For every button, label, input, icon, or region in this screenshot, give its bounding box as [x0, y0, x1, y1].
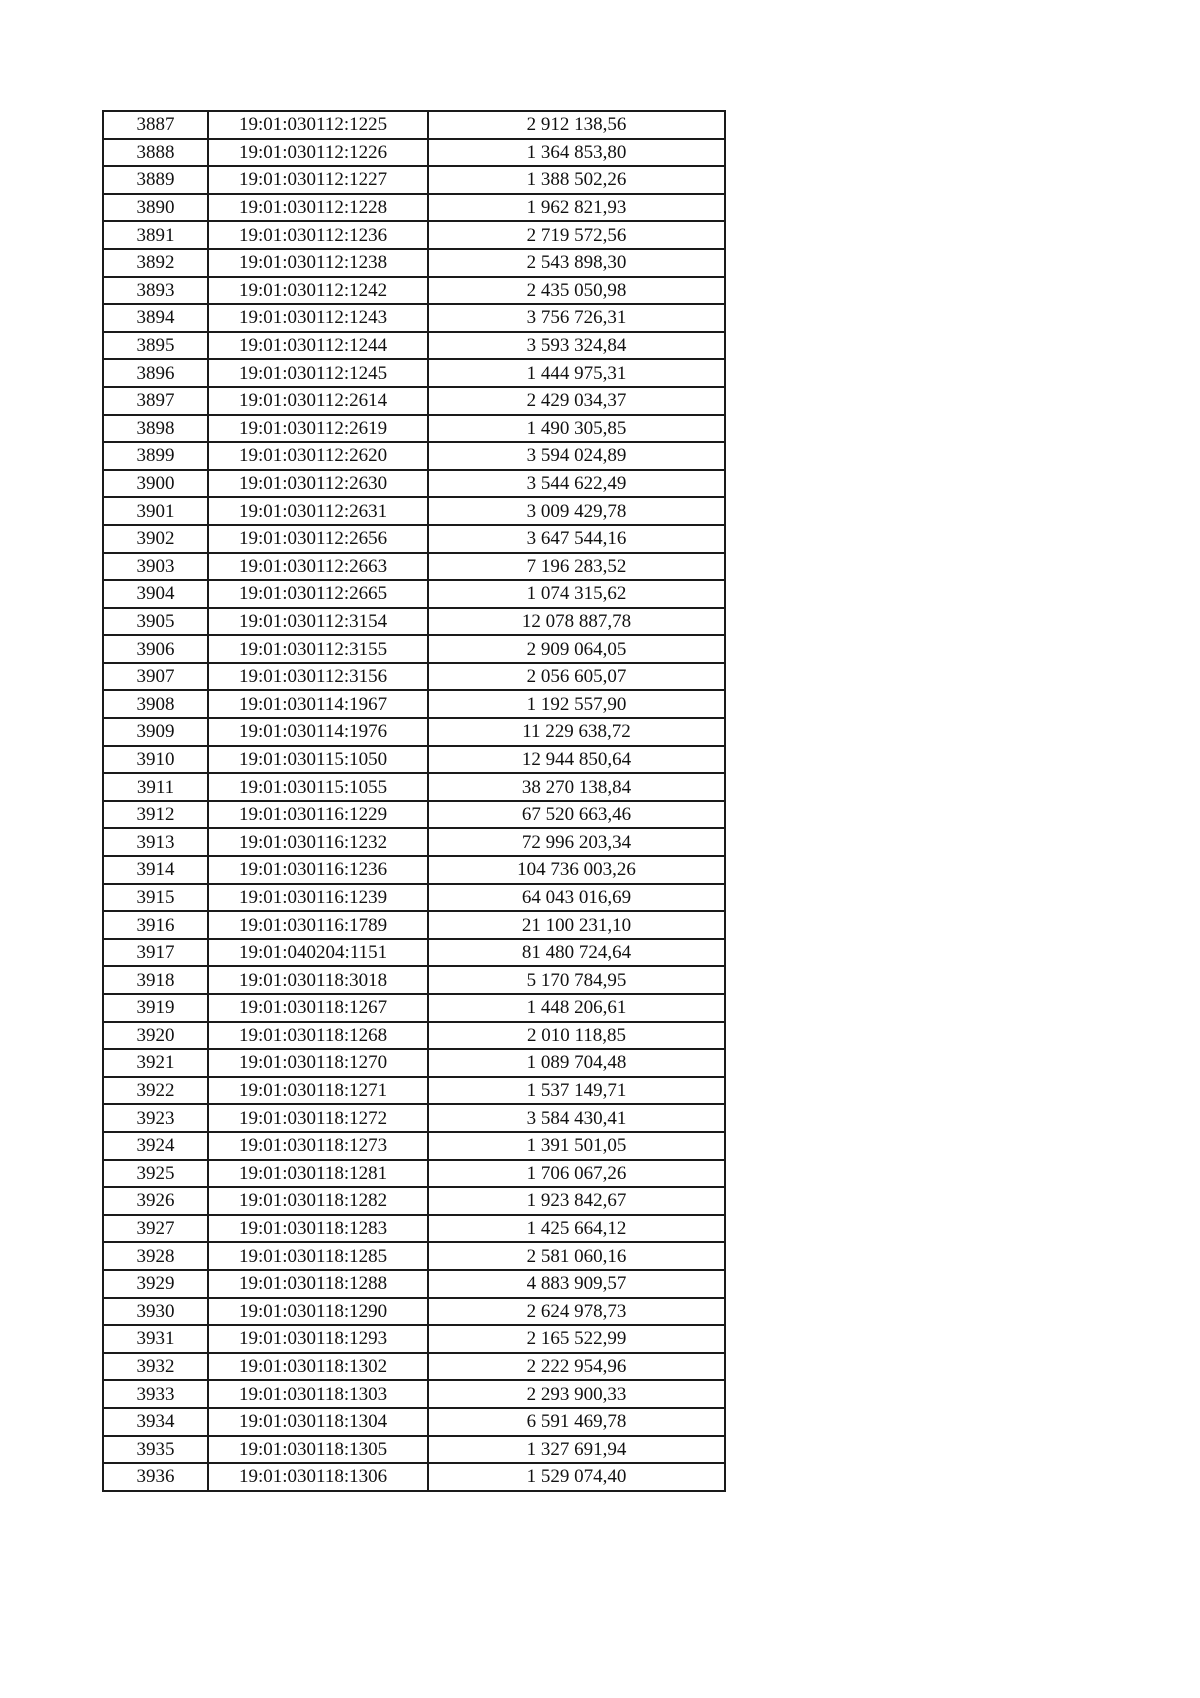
- cadastral-number-cell: 19:01:030118:1267: [208, 994, 428, 1022]
- cadastral-number-cell: 19:01:030115:1055: [208, 773, 428, 801]
- cadastral-number-cell: 19:01:030118:1288: [208, 1270, 428, 1298]
- cadastral-number-cell: 19:01:040204:1151: [208, 939, 428, 967]
- value-cell: 5 170 784,95: [428, 966, 725, 994]
- table-row: [103, 884, 725, 912]
- value-cell: 1 537 149,71: [428, 1077, 725, 1105]
- cadastral-number-cell: 19:01:030116:1239: [208, 884, 428, 912]
- table-row: [103, 911, 725, 939]
- value-cell: 1 448 206,61: [428, 994, 725, 1022]
- table-row: [103, 497, 725, 525]
- row-number-cell: 3905: [103, 608, 208, 636]
- cadastral-number-cell: 19:01:030118:1293: [208, 1325, 428, 1353]
- value-cell: 2 435 050,98: [428, 277, 725, 305]
- table-row: [103, 1298, 725, 1326]
- row-number-cell: 3934: [103, 1408, 208, 1436]
- row-number-cell: 3920: [103, 1022, 208, 1050]
- row-number-cell: 3935: [103, 1436, 208, 1464]
- cadastral-number-cell: 19:01:030112:3154: [208, 608, 428, 636]
- cadastral-number-cell: 19:01:030114:1967: [208, 690, 428, 718]
- table-row: [103, 966, 725, 994]
- row-number-cell: 3910: [103, 746, 208, 774]
- value-cell: 6 591 469,78: [428, 1408, 725, 1436]
- cadastral-number-cell: 19:01:030118:1285: [208, 1242, 428, 1270]
- row-number-cell: 3930: [103, 1298, 208, 1326]
- value-cell: 2 429 034,37: [428, 387, 725, 415]
- row-number-cell: 3925: [103, 1160, 208, 1188]
- cadastral-number-cell: 19:01:030112:2620: [208, 442, 428, 470]
- table-row: [103, 249, 725, 277]
- table-row: [103, 221, 725, 249]
- table-row: [103, 608, 725, 636]
- row-number-cell: 3924: [103, 1132, 208, 1160]
- row-number-cell: 3897: [103, 387, 208, 415]
- cadastral-number-cell: 19:01:030118:1270: [208, 1049, 428, 1077]
- row-number-cell: 3891: [103, 221, 208, 249]
- row-number-cell: 3929: [103, 1270, 208, 1298]
- value-cell: 21 100 231,10: [428, 911, 725, 939]
- value-cell: 2 909 064,05: [428, 635, 725, 663]
- table-row: [103, 1380, 725, 1408]
- row-number-cell: 3908: [103, 690, 208, 718]
- value-cell: 2 010 118,85: [428, 1022, 725, 1050]
- value-cell: 1 388 502,26: [428, 166, 725, 194]
- cadastral-number-cell: 19:01:030112:2630: [208, 470, 428, 498]
- cadastral-number-cell: 19:01:030118:1290: [208, 1298, 428, 1326]
- row-number-cell: 3918: [103, 966, 208, 994]
- row-number-cell: 3887: [103, 111, 208, 139]
- cadastral-number-cell: 19:01:030118:1283: [208, 1215, 428, 1243]
- row-number-cell: 3902: [103, 525, 208, 553]
- cadastral-number-cell: 19:01:030118:1272: [208, 1104, 428, 1132]
- table-row: [103, 718, 725, 746]
- cadastral-number-cell: 19:01:030116:1229: [208, 801, 428, 829]
- table-row: [103, 635, 725, 663]
- value-cell: 1 327 691,94: [428, 1436, 725, 1464]
- row-number-cell: 3936: [103, 1463, 208, 1491]
- value-cell: 1 962 821,93: [428, 194, 725, 222]
- value-cell: 12 944 850,64: [428, 746, 725, 774]
- value-cell: 2 543 898,30: [428, 249, 725, 277]
- row-number-cell: 3915: [103, 884, 208, 912]
- row-number-cell: 3913: [103, 828, 208, 856]
- row-number-cell: 3903: [103, 553, 208, 581]
- cadastral-number-cell: 19:01:030118:1282: [208, 1187, 428, 1215]
- value-cell: 67 520 663,46: [428, 801, 725, 829]
- row-number-cell: 3889: [103, 166, 208, 194]
- row-number-cell: 3909: [103, 718, 208, 746]
- row-number-cell: 3890: [103, 194, 208, 222]
- table-row: [103, 1022, 725, 1050]
- row-number-cell: 3904: [103, 580, 208, 608]
- value-cell: 1 391 501,05: [428, 1132, 725, 1160]
- table-row: [103, 1436, 725, 1464]
- cadastral-number-cell: 19:01:030116:1789: [208, 911, 428, 939]
- table-row: [103, 387, 725, 415]
- cadastral-number-cell: 19:01:030112:2619: [208, 415, 428, 443]
- row-number-cell: 3927: [103, 1215, 208, 1243]
- cadastral-number-cell: 19:01:030118:1302: [208, 1353, 428, 1381]
- row-number-cell: 3931: [103, 1325, 208, 1353]
- value-cell: 1 490 305,85: [428, 415, 725, 443]
- value-cell: 4 883 909,57: [428, 1270, 725, 1298]
- table-row: [103, 166, 725, 194]
- table-row: [103, 690, 725, 718]
- row-number-cell: 3894: [103, 304, 208, 332]
- row-number-cell: 3899: [103, 442, 208, 470]
- table-row: [103, 856, 725, 884]
- table-row: [103, 994, 725, 1022]
- value-cell: 2 222 954,96: [428, 1353, 725, 1381]
- value-cell: 1 074 315,62: [428, 580, 725, 608]
- table-row: [103, 663, 725, 691]
- table-row: [103, 746, 725, 774]
- cadastral-number-cell: 19:01:030112:2614: [208, 387, 428, 415]
- row-number-cell: 3919: [103, 994, 208, 1022]
- cadastral-number-cell: 19:01:030118:1304: [208, 1408, 428, 1436]
- cadastral-number-cell: 19:01:030112:1225: [208, 111, 428, 139]
- cadastral-number-cell: 19:01:030112:3155: [208, 635, 428, 663]
- table-row: [103, 470, 725, 498]
- value-cell: 72 996 203,34: [428, 828, 725, 856]
- cadastral-number-cell: 19:01:030118:3018: [208, 966, 428, 994]
- cadastral-number-cell: 19:01:030112:1226: [208, 139, 428, 167]
- table-row: [103, 359, 725, 387]
- value-cell: 1 444 975,31: [428, 359, 725, 387]
- row-number-cell: 3916: [103, 911, 208, 939]
- value-cell: 3 594 024,89: [428, 442, 725, 470]
- value-cell: 2 581 060,16: [428, 1242, 725, 1270]
- row-number-cell: 3923: [103, 1104, 208, 1132]
- table-row: [103, 415, 725, 443]
- table-row: [103, 828, 725, 856]
- value-cell: 2 293 900,33: [428, 1380, 725, 1408]
- value-cell: 2 165 522,99: [428, 1325, 725, 1353]
- cadastral-number-cell: 19:01:030118:1268: [208, 1022, 428, 1050]
- value-cell: 12 078 887,78: [428, 608, 725, 636]
- cadastral-number-cell: 19:01:030112:2665: [208, 580, 428, 608]
- cadastral-number-cell: 19:01:030112:1228: [208, 194, 428, 222]
- value-cell: 104 736 003,26: [428, 856, 725, 884]
- value-cell: 64 043 016,69: [428, 884, 725, 912]
- value-cell: 2 912 138,56: [428, 111, 725, 139]
- table-row: [103, 139, 725, 167]
- table-row: [103, 1049, 725, 1077]
- row-number-cell: 3896: [103, 359, 208, 387]
- table-row: [103, 1215, 725, 1243]
- row-number-cell: 3932: [103, 1353, 208, 1381]
- value-cell: 2 624 978,73: [428, 1298, 725, 1326]
- row-number-cell: 3898: [103, 415, 208, 443]
- value-cell: 3 756 726,31: [428, 304, 725, 332]
- value-cell: 1 425 664,12: [428, 1215, 725, 1243]
- cadastral-number-cell: 19:01:030118:1271: [208, 1077, 428, 1105]
- table-row: [103, 801, 725, 829]
- row-number-cell: 3895: [103, 332, 208, 360]
- table-row: [103, 1077, 725, 1105]
- row-number-cell: 3926: [103, 1187, 208, 1215]
- table-row: [103, 1325, 725, 1353]
- row-number-cell: 3933: [103, 1380, 208, 1408]
- table-row: [103, 939, 725, 967]
- table-row: [103, 277, 725, 305]
- table-row: [103, 553, 725, 581]
- table-row: [103, 1270, 725, 1298]
- cadastral-number-cell: 19:01:030118:1273: [208, 1132, 428, 1160]
- row-number-cell: 3914: [103, 856, 208, 884]
- table-row: [103, 111, 725, 139]
- value-cell: 1 089 704,48: [428, 1049, 725, 1077]
- row-number-cell: 3900: [103, 470, 208, 498]
- table-row: [103, 1104, 725, 1132]
- value-cell: 11 229 638,72: [428, 718, 725, 746]
- row-number-cell: 3888: [103, 139, 208, 167]
- value-cell: 81 480 724,64: [428, 939, 725, 967]
- cadastral-number-cell: 19:01:030112:2656: [208, 525, 428, 553]
- value-cell: 38 270 138,84: [428, 773, 725, 801]
- cadastral-number-cell: 19:01:030118:1281: [208, 1160, 428, 1188]
- row-number-cell: 3906: [103, 635, 208, 663]
- value-cell: 1 529 074,40: [428, 1463, 725, 1491]
- cadastral-number-cell: 19:01:030118:1303: [208, 1380, 428, 1408]
- cadastral-number-cell: 19:01:030115:1050: [208, 746, 428, 774]
- cadastral-number-cell: 19:01:030112:1245: [208, 359, 428, 387]
- value-cell: 1 923 842,67: [428, 1187, 725, 1215]
- table-body: [103, 111, 725, 1491]
- table-row: [103, 1160, 725, 1188]
- row-number-cell: 3907: [103, 663, 208, 691]
- row-number-cell: 3901: [103, 497, 208, 525]
- table-row: [103, 194, 725, 222]
- cadastral-number-cell: 19:01:030112:2663: [208, 553, 428, 581]
- table-row: [103, 304, 725, 332]
- cadastral-number-cell: 19:01:030112:1244: [208, 332, 428, 360]
- cadastral-number-cell: 19:01:030112:1243: [208, 304, 428, 332]
- cadastral-number-cell: 19:01:030116:1232: [208, 828, 428, 856]
- value-cell: 1 364 853,80: [428, 139, 725, 167]
- cadastral-number-cell: 19:01:030118:1306: [208, 1463, 428, 1491]
- table-row: [103, 442, 725, 470]
- row-number-cell: 3922: [103, 1077, 208, 1105]
- table-row: [103, 332, 725, 360]
- value-cell: 2 056 605,07: [428, 663, 725, 691]
- cadastral-number-cell: 19:01:030112:1238: [208, 249, 428, 277]
- table-row: [103, 1187, 725, 1215]
- row-number-cell: 3893: [103, 277, 208, 305]
- cadastral-number-cell: 19:01:030112:1236: [208, 221, 428, 249]
- cadastral-number-cell: 19:01:030114:1976: [208, 718, 428, 746]
- cadastral-number-cell: 19:01:030118:1305: [208, 1436, 428, 1464]
- table-row: [103, 1463, 725, 1491]
- value-cell: 1 192 557,90: [428, 690, 725, 718]
- table-row: [103, 1132, 725, 1160]
- table-row: [103, 1242, 725, 1270]
- row-number-cell: 3912: [103, 801, 208, 829]
- cadastral-number-cell: 19:01:030116:1236: [208, 856, 428, 884]
- row-number-cell: 3921: [103, 1049, 208, 1077]
- value-cell: 3 009 429,78: [428, 497, 725, 525]
- table-row: [103, 1353, 725, 1381]
- value-cell: 1 706 067,26: [428, 1160, 725, 1188]
- row-number-cell: 3892: [103, 249, 208, 277]
- data-table: [102, 110, 726, 1492]
- table-row: [103, 580, 725, 608]
- table-row: [103, 773, 725, 801]
- row-number-cell: 3911: [103, 773, 208, 801]
- table-row: [103, 525, 725, 553]
- row-number-cell: 3928: [103, 1242, 208, 1270]
- value-cell: 3 584 430,41: [428, 1104, 725, 1132]
- value-cell: 3 593 324,84: [428, 332, 725, 360]
- value-cell: 3 647 544,16: [428, 525, 725, 553]
- cadastral-number-cell: 19:01:030112:1242: [208, 277, 428, 305]
- value-cell: 2 719 572,56: [428, 221, 725, 249]
- value-cell: 7 196 283,52: [428, 553, 725, 581]
- cadastral-number-cell: 19:01:030112:3156: [208, 663, 428, 691]
- cadastral-number-cell: 19:01:030112:2631: [208, 497, 428, 525]
- table-row: [103, 1408, 725, 1436]
- value-cell: 3 544 622,49: [428, 470, 725, 498]
- cadastral-number-cell: 19:01:030112:1227: [208, 166, 428, 194]
- row-number-cell: 3917: [103, 939, 208, 967]
